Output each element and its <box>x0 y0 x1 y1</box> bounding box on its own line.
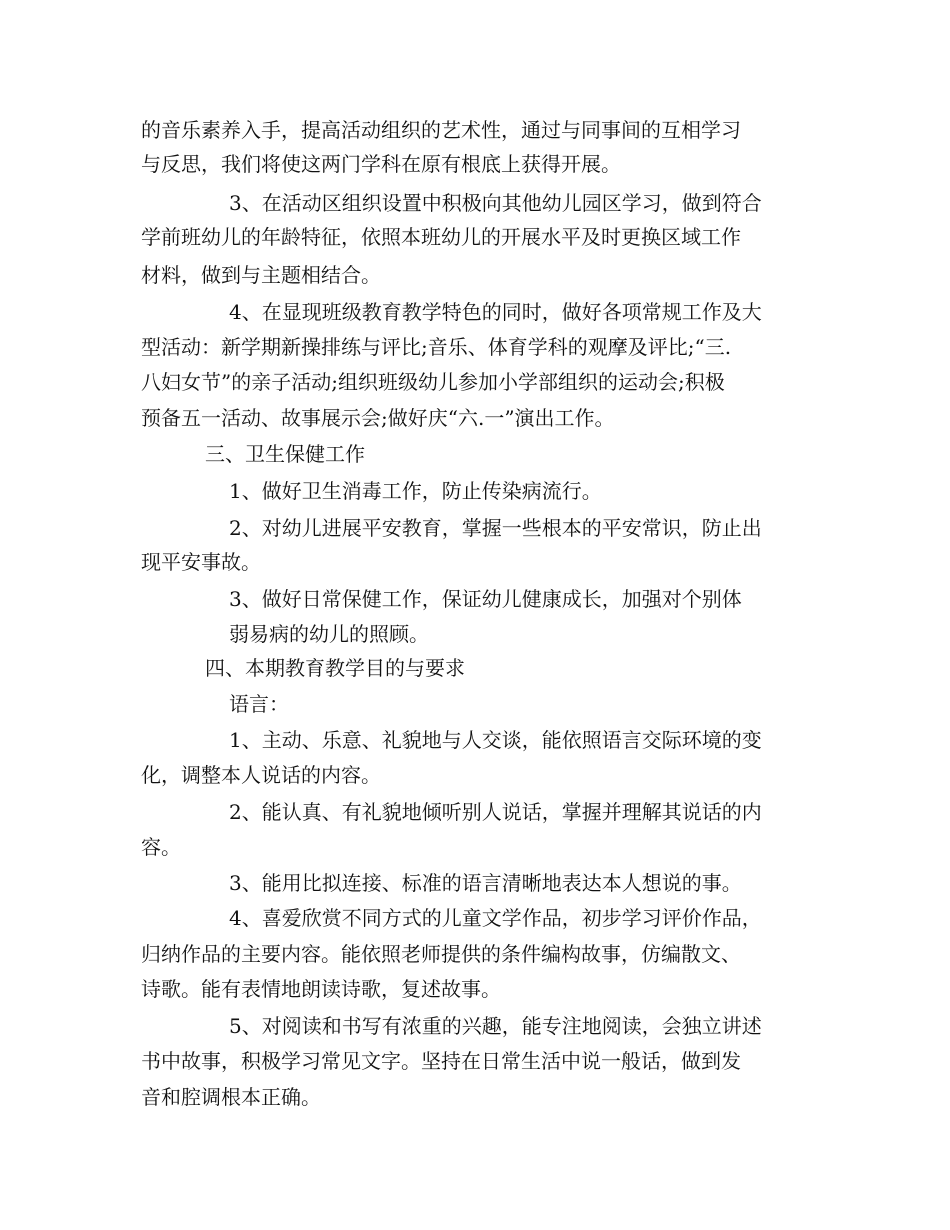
text-line: 2、能认真、有礼貌地倾听别人说话，掌握并理解其说话的内 <box>229 800 762 824</box>
text-line: 2、对幼儿进展平安教育，掌握一些根本的平安常识，防止出 <box>229 516 762 540</box>
text-line: 现平安事故。 <box>141 550 261 574</box>
section-heading: 四、本期教育教学目的与要求 <box>205 656 465 680</box>
text-line: 八妇女节”的亲子活动;组织班级幼儿参加小学部组织的运动会;积极 <box>141 370 725 394</box>
text-line: 3、能用比拟连接、标准的语言清晰地表达本人想说的事。 <box>229 871 742 895</box>
text-line: 1、主动、乐意、礼貌地与人交谈，能依照语言交际环境的变 <box>229 728 762 752</box>
text-line: 5、对阅读和书写有浓重的兴趣，能专注地阅读，会独立讲述 <box>229 1014 762 1038</box>
text-line: 化，调整本人说话的内容。 <box>141 763 381 787</box>
subheading: 语言： <box>229 692 289 716</box>
section-heading: 三、卫生保健工作 <box>205 442 365 466</box>
text-line: 容。 <box>141 835 181 859</box>
text-line: 音和腔调根本正确。 <box>141 1085 321 1109</box>
text-line: 3、做好日常保健工作，保证幼儿健康成长，加强对个别体 <box>229 587 742 611</box>
text-line: 材料，做到与主题相结合。 <box>141 263 381 287</box>
text-line: 与反思，我们将使这两门学科在原有根底上获得开展。 <box>141 152 621 176</box>
text-line: 4、喜爱欣赏不同方式的儿童文学作品，初步学习评价作品， <box>229 906 762 930</box>
text-line: 弱易病的幼儿的照顾。 <box>229 622 429 646</box>
text-line: 1、做好卫生消毒工作，防止传染病流行。 <box>229 479 602 503</box>
text-line: 预备五一活动、故事展示会;做好庆“六.一”演出工作。 <box>141 406 615 430</box>
text-line: 归纳作品的主要内容。能依照老师提供的条件编构故事，仿编散文、 <box>141 942 741 966</box>
text-line: 学前班幼儿的年龄特征，依照本班幼儿的开展水平及时更换区域工作 <box>141 225 741 249</box>
text-line: 3、在活动区组织设置中积极向其他幼儿园区学习，做到符合 <box>229 191 762 215</box>
text-line: 的音乐素养入手，提高活动组织的艺术性，通过与同事间的互相学习 <box>141 118 741 142</box>
text-line: 诗歌。能有表情地朗读诗歌，复述故事。 <box>141 977 501 1001</box>
text-line: 4、在显现班级教育教学特色的同时，做好各项常规工作及大 <box>229 300 762 324</box>
text-line: 型活动：新学期新操排练与评比;音乐、体育学科的观摩及评比;“三. <box>141 335 732 359</box>
text-line: 书中故事，积极学习常见文字。坚持在日常生活中说一般话，做到发 <box>141 1049 741 1073</box>
